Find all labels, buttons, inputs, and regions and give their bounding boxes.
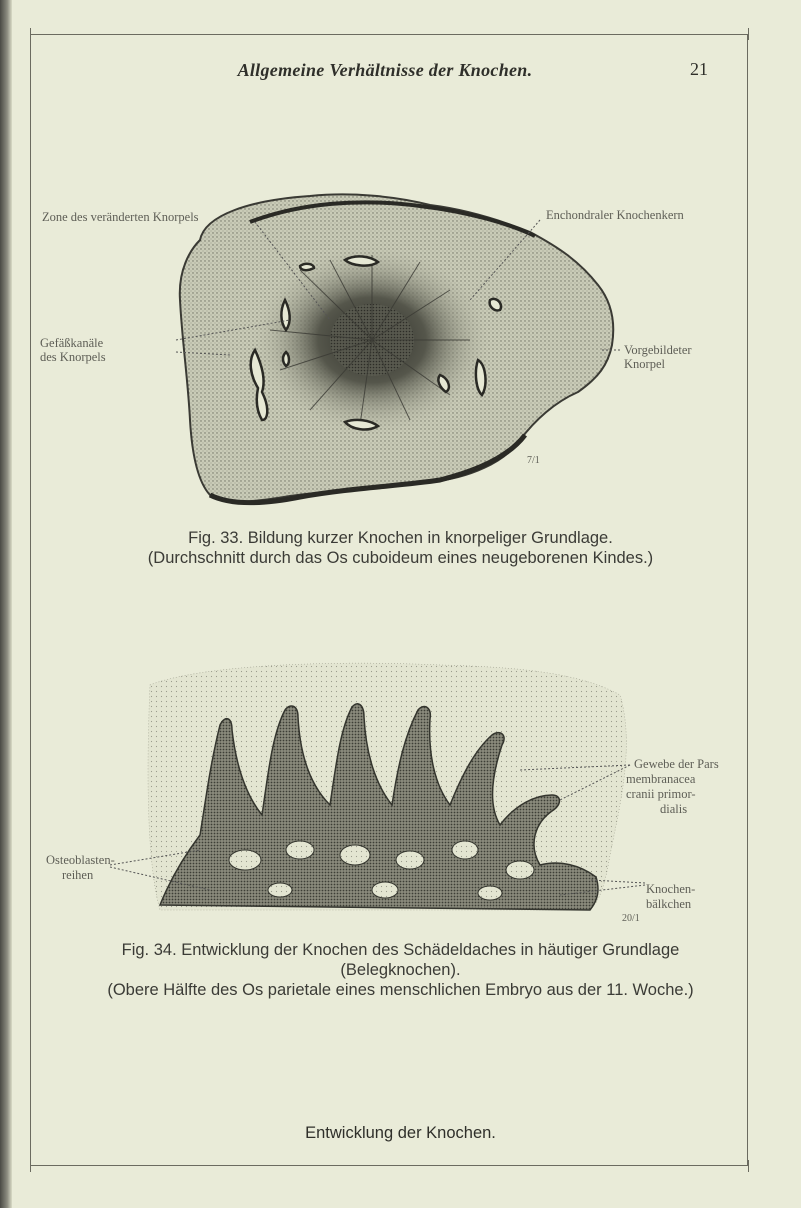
- caption-fig33-line1: Fig. 33. Bildung kurzer Knochen in knorpeliger Grundlage.: [188, 529, 613, 547]
- caption-fig34-line2: (Belegknochen).: [340, 961, 461, 979]
- label-knochen-1: Knochen-: [646, 882, 696, 896]
- label-gewebe-3: cranii primor-: [626, 787, 696, 801]
- label-osteoblasten-2: reihen: [62, 868, 94, 882]
- label-gefaess-1: Gefäßkanäle: [40, 336, 104, 350]
- label-gewebe-2: membranacea: [626, 772, 696, 786]
- figure-33-illustration: [0, 0, 801, 520]
- crop-mark: [30, 1160, 31, 1172]
- label-gewebe-1: Gewebe der Pars: [634, 757, 719, 771]
- scale-fig33: 7/1: [527, 455, 540, 466]
- label-osteoblasten-1: Osteoblasten-: [46, 853, 115, 867]
- label-vorgebildet-1: Vorgebildeter: [624, 343, 692, 357]
- label-gewebe-4: dialis: [660, 802, 688, 816]
- caption-fig34-line1: Fig. 34. Entwicklung der Knochen des Schädeldaches in häutiger Grundlage: [121, 941, 680, 959]
- label-zone-knorpel: Zone des veränderten Knorpels: [42, 210, 199, 224]
- page-number: 21: [690, 59, 708, 79]
- scale-fig34: 20/1: [622, 913, 640, 924]
- label-vorgebildet-2: Knorpel: [624, 357, 665, 371]
- running-header: Allgemeine Verhältnisse der Knochen.: [237, 60, 533, 80]
- crop-mark: [748, 1160, 749, 1172]
- label-enchondral: Enchondraler Knochenkern: [546, 208, 684, 222]
- label-gefaess-2: des Knorpels: [40, 350, 106, 364]
- caption-fig34-line3: (Obere Hälfte des Os parietale eines menschlichen Embryo aus der 11. Woche.): [107, 981, 694, 999]
- caption-fig33-line2: (Durchschnitt durch das Os cuboideum eines neugeborenen Kindes.): [147, 549, 654, 567]
- page-footer-title: Entwicklung der Knochen.: [305, 1124, 496, 1142]
- label-knochen-2: bälkchen: [646, 897, 692, 911]
